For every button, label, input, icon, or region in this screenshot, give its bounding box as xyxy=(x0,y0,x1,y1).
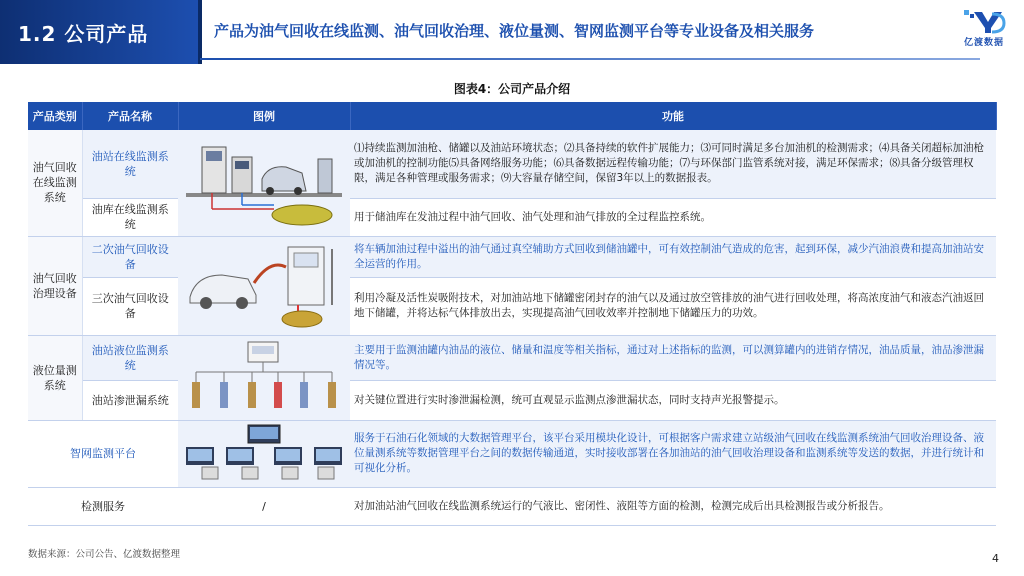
logo-text: 亿渡数据 xyxy=(963,38,1004,48)
logo-mark-icon xyxy=(962,8,1006,34)
function-cell: 将车辆加油过程中溢出的油气通过真空辅助方式回收到储油罐中，可有效控制油气造成的危害，起到环保，减少汽油浪费和提高加油站安全运营的作用。 xyxy=(350,236,996,277)
illustration-smart-platform xyxy=(178,420,350,487)
gas-station-diagram-icon xyxy=(182,133,346,229)
company-logo xyxy=(948,8,1018,50)
table-title: 图表4：公司产品介绍 xyxy=(453,82,571,96)
product-name-cell: 油库在线监测系统 xyxy=(82,198,178,236)
smart-platform-diagram-icon xyxy=(182,423,346,481)
header-divider xyxy=(200,58,980,60)
category-cell: 油气回收治理设备 xyxy=(28,236,82,335)
product-name-cell: 检测服务 xyxy=(28,487,178,525)
product-name-cell: 三次油气回收设备 xyxy=(82,277,178,335)
illustration-gas-station-monitoring xyxy=(178,130,350,236)
function-cell: ⑴持续监测加油枪、储罐以及油站环境状态；⑵具备持续的软件扩展能力；⑶可同时满足多台加油机的检测需求；⑷具备关闭超标加油枪或加油机的控制功能⑸具备网络服务功能；⑹具备数据远程传输功能；⑺与环保部门监管系统对接，满足环保需求；⑻具备分级管理权限，满足各种管理或服务需求；⑼大容量存储空间，保留3年以上的数据报表。 xyxy=(350,130,996,198)
product-name-cell: 油站在线监测系统 xyxy=(82,130,178,198)
vapor-recovery-diagram-icon xyxy=(182,239,346,329)
column-header-category: 产品类别 xyxy=(28,102,82,130)
column-header-function: 功能 xyxy=(350,102,996,130)
function-cell: 用于储油库在发油过程中油气回收、油气处理和油气排放的全过程监控系统。 xyxy=(350,198,996,236)
level-gauge-diagram-icon xyxy=(182,338,346,414)
function-cell: 对加油站油气回收在线监测系统运行的气液比、密闭性、液阻等方面的检测，检测完成后出具检测报告或分析报告。 xyxy=(350,487,996,525)
illustration-level-gauge xyxy=(178,335,350,420)
function-cell: 利用冷凝及活性炭吸附技术，对加油站地下储罐密闭封存的油气以及通过放空管排放的油气进行回收处理，将高浓度油气和液态汽油返回地下储罐，并将达标气体排放出去，实现提高油气回收效率并控制地下储罐压力的功效。 xyxy=(350,277,996,335)
function-cell: 对关键位置进行实时渗泄漏检测，统可直观显示监测点渗泄漏状态，同时支持声光报警提示。 xyxy=(350,381,996,420)
table-row xyxy=(28,277,996,335)
function-cell: 主要用于监测油罐内油品的液位、储量和温度等相关指标，通过对上述指标的监测，可以测算罐内的进销存情况，油品质量，油品渗泄漏情况等。 xyxy=(350,335,996,381)
function-cell: 服务于石油石化领域的大数据管理平台，该平台采用模块化设计，可根据客户需求建立站级油气回收在线监测系统油气回收治理设备、液位量测系统等数据管理平台之间的数据传输通道，实时接收部署在各加油站的油气回收治理设备和监测系统等发送的数据，并进行统计和可视化分析。 xyxy=(350,420,996,487)
category-cell: 油气回收在线监测系统 xyxy=(28,130,82,236)
product-name-cell: 油站液位监测系统 xyxy=(82,335,178,381)
column-header-product: 产品名称 xyxy=(82,102,178,130)
illustration-vapor-recovery xyxy=(178,236,350,335)
product-table xyxy=(28,102,997,526)
section-tab-accent xyxy=(198,0,202,64)
section-tab xyxy=(0,0,200,64)
page-number: 4 xyxy=(992,552,999,565)
table-header-row xyxy=(28,102,996,130)
section-title: 1.2 公司产品 xyxy=(18,22,149,46)
product-name-cell: 二次油气回收设备 xyxy=(82,236,178,277)
table-row xyxy=(28,487,996,525)
table-row xyxy=(28,381,996,420)
product-name-cell: 油站渗泄漏系统 xyxy=(82,381,178,420)
table-row xyxy=(28,198,996,236)
table-row xyxy=(28,420,996,487)
column-header-illustration: 图例 xyxy=(178,102,350,130)
data-source-note: 数据来源：公司公告、亿渡数据整理 xyxy=(28,549,181,560)
header xyxy=(0,0,1024,70)
table-row xyxy=(28,236,996,277)
illustration-placeholder: / xyxy=(178,487,350,525)
category-cell: 液位量测系统 xyxy=(28,335,82,420)
table-row xyxy=(28,335,996,381)
table-row xyxy=(28,130,996,198)
product-name-cell: 智网监测平台 xyxy=(28,420,178,487)
page-subtitle: 产品为油气回收在线监测、油气回收治理、液位量测、智网监测平台等专业设备及相关服务 xyxy=(214,22,815,40)
